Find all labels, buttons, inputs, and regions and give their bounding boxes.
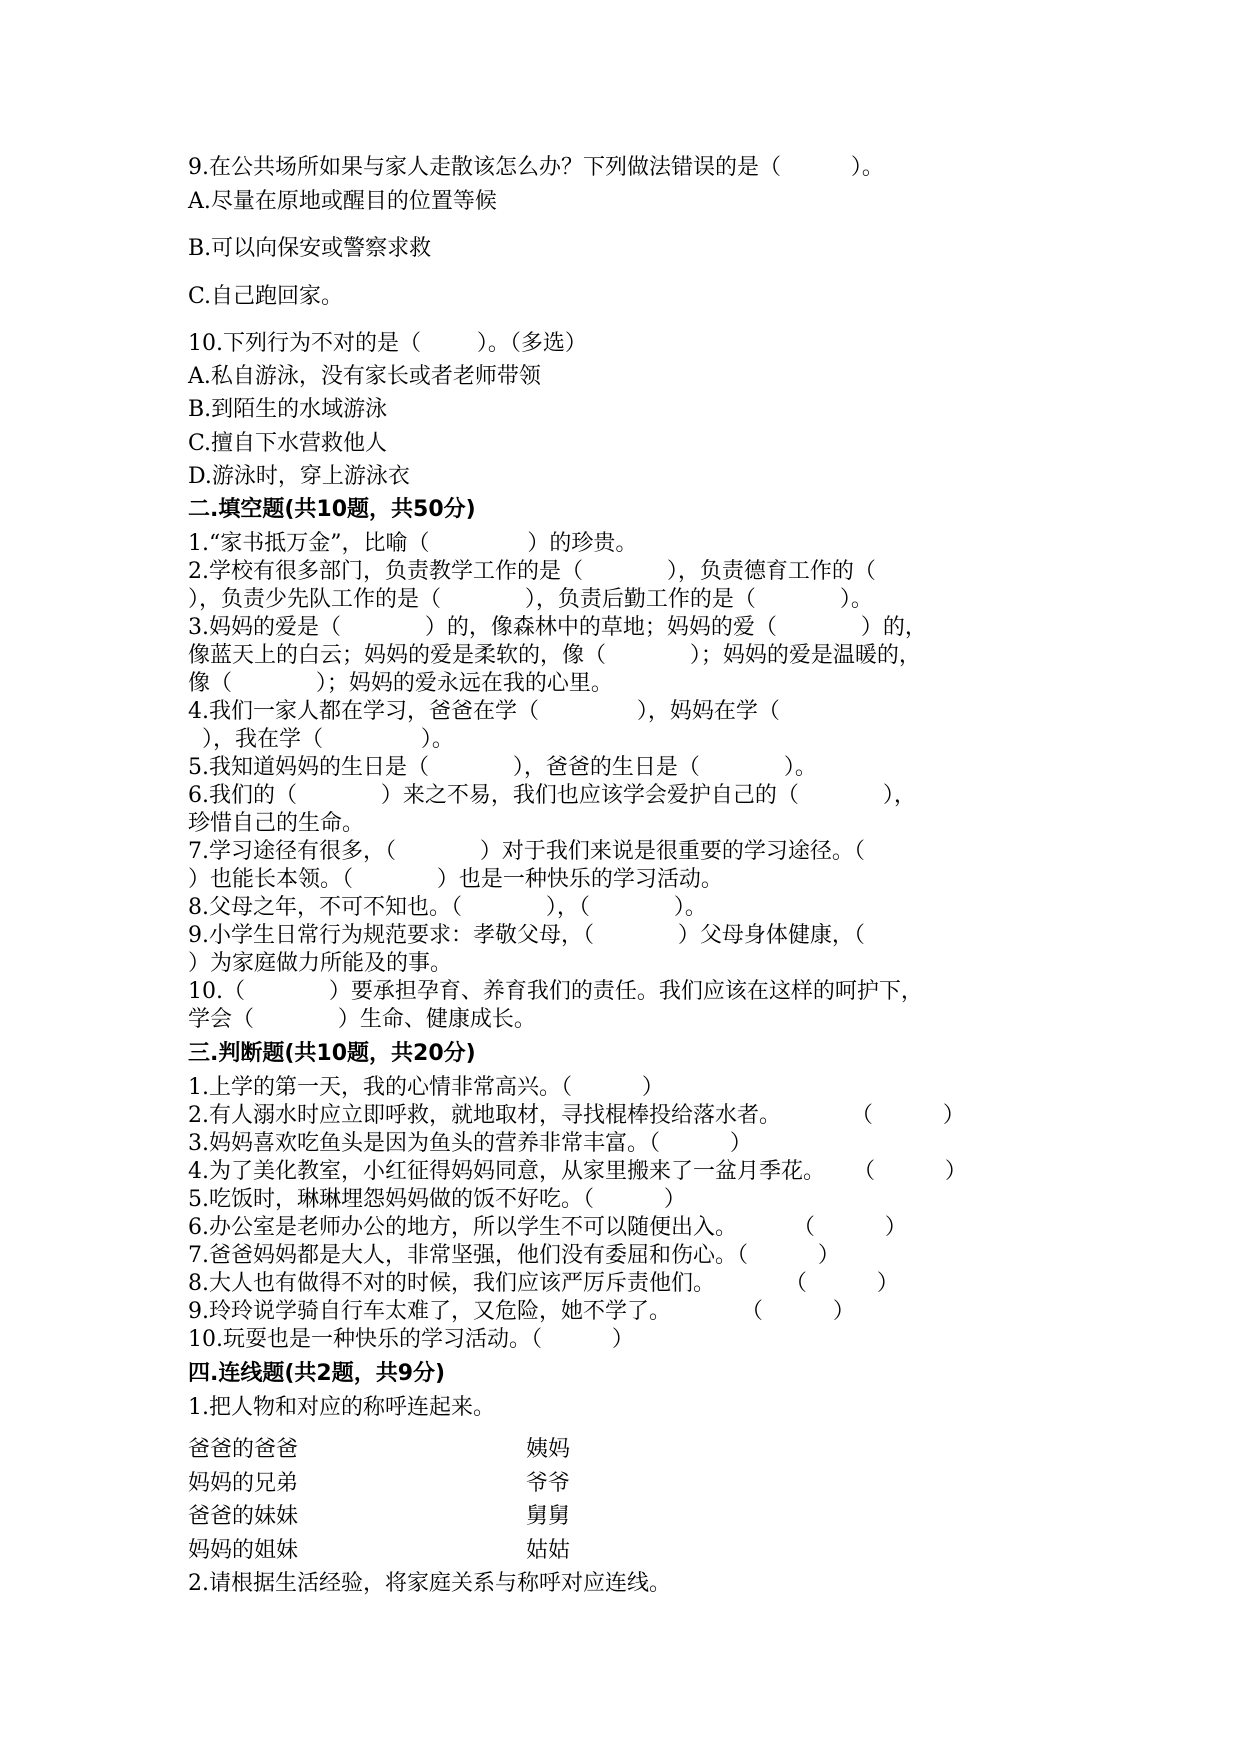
judge-line: 9.玲玲说学骑自行车太难了，又危险，她不学了。 （ ）	[188, 1299, 855, 1324]
question-9-option-a: A.尽量在原地或醒目的位置等候	[188, 189, 497, 214]
judge-line: 5.吃饭时，琳琳埋怨妈妈做的饭不好吃。（ ）	[188, 1187, 686, 1212]
question-10-option-b: B.到陌生的水域游泳	[188, 397, 388, 422]
section-match-heading: 四.连线题(共2题，共9分)	[188, 1361, 446, 1386]
match-right-item: 姨妈	[526, 1437, 571, 1462]
match-question-2-stem: 2.请根据生活经验，将家庭关系与称呼对应连线。	[188, 1571, 671, 1596]
judge-line: 4.为了美化教室，小红征得妈妈同意，从家里搬来了一盆月季花。 （ ）	[188, 1159, 967, 1184]
fill-line: 4.我们一家人都在学习，爸爸在学（ ），妈妈在学（	[188, 699, 780, 724]
question-9-option-c: C.自己跑回家。	[188, 284, 344, 309]
fill-line: 2.学校有很多部门，负责教学工作的是（ ），负责德育工作的（	[188, 559, 876, 584]
fill-line: 6.我们的（ ）来之不易，我们也应该学会爱护自己的（ ），	[188, 783, 916, 808]
question-10-option-c: C.擅自下水营救他人	[188, 431, 388, 456]
judge-line: 6.办公室是老师办公的地方，所以学生不可以随便出入。 （ ）	[188, 1215, 907, 1240]
fill-line: ），负责少先队工作的是（ ），负责后勤工作的是（ ）。	[188, 587, 873, 612]
judge-line: 8.大人也有做得不对的时候，我们应该严厉斥责他们。 （ ）	[188, 1271, 899, 1296]
question-10-option-d: D.游泳时，穿上游泳衣	[188, 464, 410, 489]
fill-line: 1.“家书抵万金”，比喻（ ）的珍贵。	[188, 531, 638, 556]
match-right-item: 爷爷	[526, 1471, 571, 1496]
question-9-stem: 9.在公共场所如果与家人走散该怎么办？下列做法错误的是（ ）。	[188, 155, 884, 180]
fill-line: ）为家庭做力所能及的事。	[188, 951, 453, 976]
fill-line: 3.妈妈的爱是（ ）的，像森林中的草地；妈妈的爱（ ）的，	[188, 615, 927, 640]
judge-line: 7.爸爸妈妈都是大人，非常坚强，他们没有委屈和伤心。（ ）	[188, 1243, 840, 1268]
question-10-stem: 10.下列行为不对的是（ ）。（多选）	[188, 331, 587, 356]
match-left-item: 妈妈的兄弟	[188, 1471, 299, 1496]
fill-line: 珍惜自己的生命。	[188, 811, 365, 836]
judge-line: 10.玩耍也是一种快乐的学习活动。（ ）	[188, 1327, 634, 1352]
match-right-item: 姑姑	[526, 1538, 571, 1563]
fill-line: 8.父母之年，不可不知也。（ ），（ ）。	[188, 895, 707, 920]
match-right-item: 舅舅	[526, 1504, 571, 1529]
judge-line: 3.妈妈喜欢吃鱼头是因为鱼头的营养非常丰富。（ ）	[188, 1131, 752, 1156]
question-9-option-b: B.可以向保安或警察求救	[188, 236, 432, 261]
section-fill-heading: 二.填空题(共10题，共50分)	[188, 497, 476, 522]
section-judge-heading: 三.判断题(共10题，共20分)	[188, 1041, 476, 1066]
question-10-option-a: A.私自游泳，没有家长或者老师带领	[188, 364, 541, 389]
fill-line: ），我在学（ ）。	[188, 727, 454, 752]
fill-line: 像蓝天上的白云；妈妈的爱是柔软的，像（ ）；妈妈的爱是温暖的，	[188, 643, 921, 668]
fill-line: 像（ ）；妈妈的爱永远在我的心里。	[188, 671, 613, 696]
match-left-item: 妈妈的姐妹	[188, 1538, 299, 1563]
fill-line: 7.学习途径有很多，（ ）对于我们来说是很重要的学习途径。（	[188, 839, 865, 864]
judge-line: 1.上学的第一天，我的心情非常高兴。（ ）	[188, 1075, 664, 1100]
fill-line: ）也能长本领。（ ）也是一种快乐的学习活动。	[188, 867, 723, 892]
judge-line: 2.有人溺水时应立即呼救，就地取材，寻找棍棒投给落水者。 （ ）	[188, 1103, 965, 1128]
fill-line: 学会（ ）生命、健康成长。	[188, 1007, 536, 1032]
fill-line: 10.（ ）要承担孕育、养育我们的责任。我们应该在这样的呵护下，	[188, 979, 923, 1004]
fill-line: 5.我知道妈妈的生日是（ ），爸爸的生日是（ ）。	[188, 755, 817, 780]
fill-line: 9.小学生日常行为规范要求：孝敬父母，（ ）父母身体健康，（	[188, 923, 865, 948]
match-question-1-stem: 1.把人物和对应的称呼连起来。	[188, 1395, 495, 1420]
match-left-item: 爸爸的妹妹	[188, 1504, 299, 1529]
match-left-item: 爸爸的爸爸	[188, 1437, 299, 1462]
